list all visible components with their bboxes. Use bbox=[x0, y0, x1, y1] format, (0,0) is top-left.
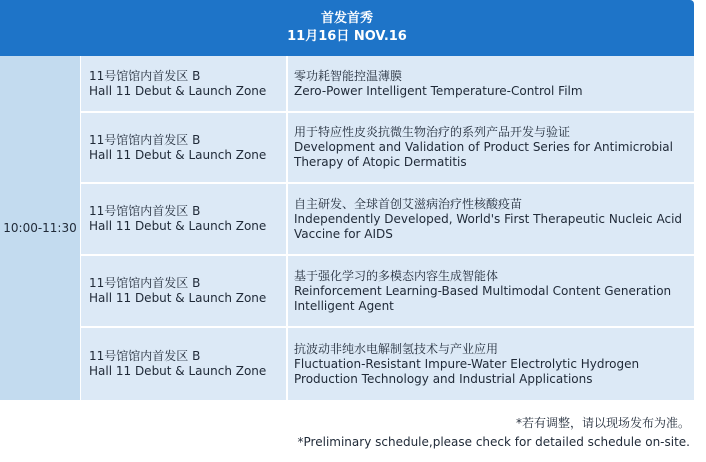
topic-cell bbox=[288, 184, 694, 254]
location-en: Hall 11 Debut & Launch Zone bbox=[89, 83, 267, 98]
location-cn: 11号馆馆内首发区 B bbox=[89, 68, 201, 83]
header-title: 首发首秀 bbox=[320, 11, 373, 26]
location-cn: 11号馆馆内首发区 B bbox=[89, 349, 201, 363]
location-cell bbox=[81, 113, 288, 182]
location-en: Hall 11 Debut & Launch Zone bbox=[89, 364, 267, 378]
topic-en: Fluctuation-Resistant Impure-Water Electrolytic Hydrogen Production Technology and Industrial Applications bbox=[294, 356, 640, 386]
table-row bbox=[81, 184, 694, 256]
location-cell bbox=[81, 256, 288, 326]
location-cell bbox=[81, 56, 288, 111]
location-cn: 11号馆馆内首发区 B bbox=[89, 132, 201, 147]
topic-en: Independently Developed, World's First Therapeutic Nucleic Acid Vaccine for AIDS bbox=[294, 211, 683, 241]
location-cell bbox=[81, 184, 288, 254]
topic-cn: 基于强化学习的多模态内容生成智能体 bbox=[294, 268, 499, 283]
time-slot: 10:00-11:30 bbox=[3, 221, 77, 235]
time-slot-cell bbox=[0, 56, 81, 400]
topic-cell bbox=[288, 328, 694, 400]
location-en: Hall 11 Debut & Launch Zone bbox=[89, 147, 267, 162]
location-en: Hall 11 Debut & Launch Zone bbox=[89, 291, 267, 305]
location-cell bbox=[81, 328, 288, 400]
topic-en: Development and Validation of Product Series for Antimicrobial Therapy of Atopic Dermatitis bbox=[294, 140, 673, 169]
topic-cell bbox=[288, 56, 694, 111]
location-cn: 11号馆馆内首发区 B bbox=[89, 276, 201, 290]
table-row bbox=[81, 256, 694, 328]
table-header bbox=[0, 0, 694, 56]
location-en: Hall 11 Debut & Launch Zone bbox=[89, 219, 267, 233]
topic-cell bbox=[288, 113, 694, 182]
table-row bbox=[81, 56, 694, 113]
topic-cn: 用于特应性皮炎抗微生物治疗的系列产品开发与验证 bbox=[294, 125, 571, 139]
table-body bbox=[0, 56, 694, 400]
session-rows bbox=[81, 56, 694, 400]
table-row bbox=[81, 113, 694, 184]
topic-cn: 零功耗智能控温薄膜 bbox=[294, 68, 403, 83]
location-cn: 11号馆馆内首发区 B bbox=[89, 204, 201, 218]
topic-cn: 抗波动非纯水电解制氢技术与产业应用 bbox=[294, 341, 499, 356]
topic-cn: 自主研发、全球首创艾滋病治疗性核酸疫苗 bbox=[294, 196, 523, 211]
footnote bbox=[298, 414, 690, 452]
footnote-cn: *若有调整，请以现场发布为准。 bbox=[515, 416, 690, 430]
footnote-en: *Preliminary schedule,please check for detailed schedule on-site. bbox=[297, 435, 690, 449]
table-row bbox=[81, 328, 694, 400]
topic-en: Reinforcement Learning-Based Multimodal Content Generation Intelligent Agent bbox=[294, 283, 672, 313]
topic-en: Zero-Power Intelligent Temperature-Control Film bbox=[294, 83, 583, 98]
topic-cell bbox=[288, 256, 694, 326]
header-date: 11月16日 NOV.16 bbox=[287, 29, 407, 44]
